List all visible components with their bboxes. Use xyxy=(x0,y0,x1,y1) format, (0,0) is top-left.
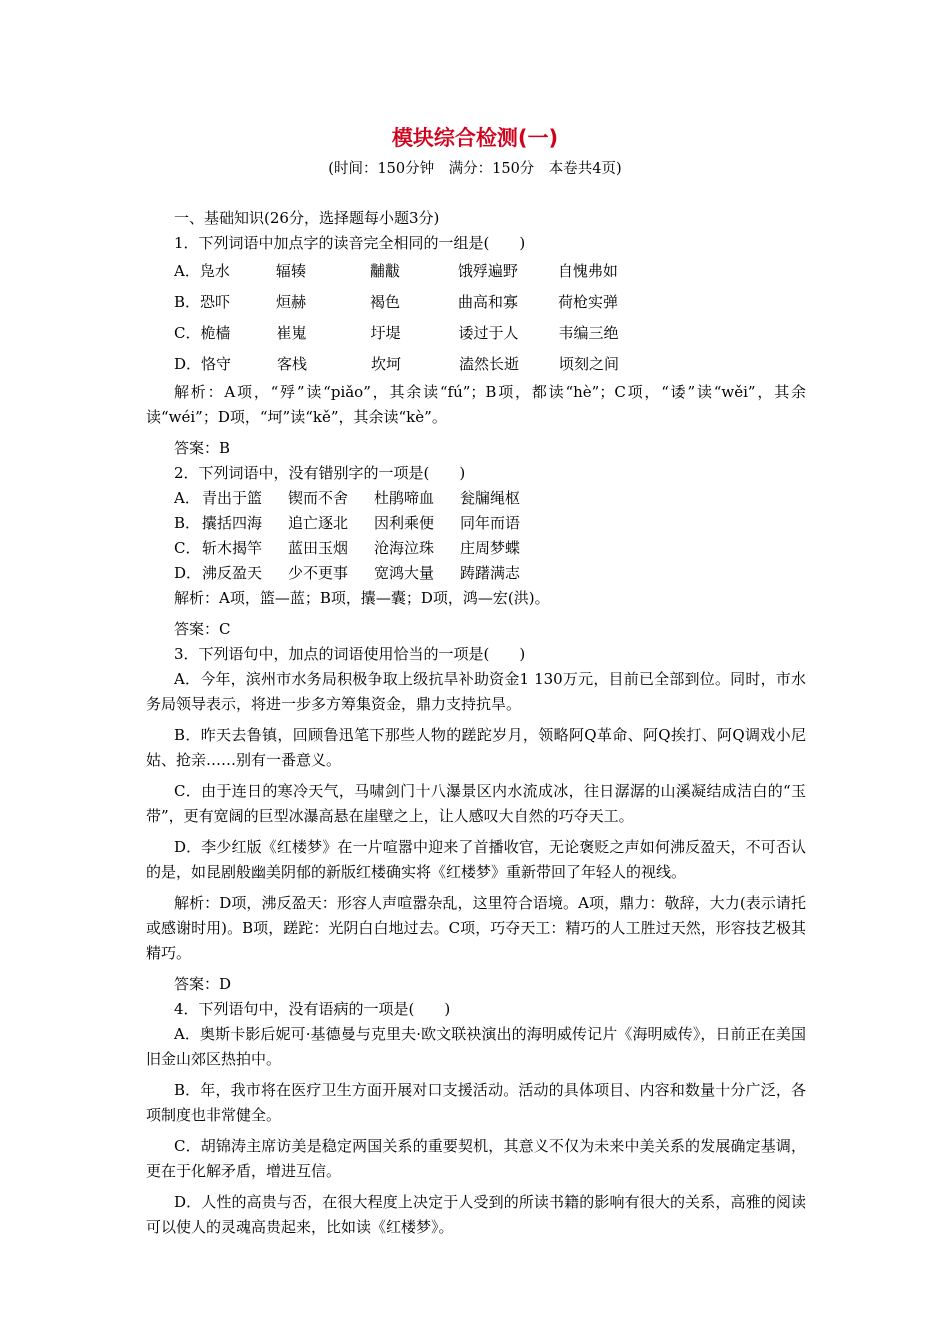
option-label: A． xyxy=(174,262,200,280)
option-word: 褐色 xyxy=(370,293,401,311)
option-word: 桅樯 xyxy=(200,324,231,342)
question-2-option-a xyxy=(146,486,806,511)
option-word: 瓮牖绳枢 xyxy=(460,489,521,507)
option-word: 坎坷 xyxy=(371,355,402,373)
question-1-options xyxy=(146,256,806,380)
question-2-option-b xyxy=(146,511,806,536)
option-label: D． xyxy=(174,564,202,582)
question-3-stem: 3．下列语句中，加点的词语使用恰当的一项是( ) xyxy=(174,645,526,663)
question-1-answer: 答案：B xyxy=(174,439,231,457)
question-3-option-d: D．李少红版《红楼梦》在一片喧嚣中迎来了首播收官，无论褒贬之声如何沸反盈天，不可否认的是，如昆剧般幽美阴郁的新版红楼确实将《红楼梦》重新带回了年轻人的视线。 xyxy=(146,838,806,881)
option-word: 沧海泣珠 xyxy=(374,539,435,557)
option-word: 少不更事 xyxy=(288,564,349,582)
option-label: B． xyxy=(174,514,201,532)
option-word: 恪守 xyxy=(201,355,232,373)
question-3-option-b: B．昨天去鲁镇，回顾鲁迅笔下那些人物的蹉跎岁月，领略阿Q革命、阿Q挨打、阿Q调戏小尼姑、抢亲……别有一番意义。 xyxy=(146,726,806,769)
question-2-options xyxy=(146,486,806,586)
question-3-answer: 答案：D xyxy=(174,975,232,993)
option-word: 锲而不舍 xyxy=(288,489,349,507)
option-word: 自愧弗如 xyxy=(557,262,618,280)
option-word: 追亡逐北 xyxy=(288,514,349,532)
question-2-answer: 答案：C xyxy=(174,620,231,638)
question-1-option-b xyxy=(146,287,806,318)
option-word: 烜赫 xyxy=(276,293,307,311)
option-word: 杜鹃啼血 xyxy=(374,489,435,507)
question-2-stem: 2．下列词语中，没有错别字的一项是( ) xyxy=(174,464,466,482)
option-label: A． xyxy=(174,489,200,507)
question-1-stem: 1．下列词语中加点字的读音完全相同的一组是( ) xyxy=(174,234,526,252)
question-1-option-a xyxy=(146,256,806,287)
question-4-option-b: B．年，我市将在医疗卫生方面开展对口支援活动。活动的具体项目、内容和数量十分广泛，各项制度也非常健全。 xyxy=(146,1081,806,1124)
option-word: 同年而语 xyxy=(460,514,521,532)
question-1-option-c xyxy=(146,318,806,349)
question-4-option-a: A．奥斯卡影后妮可·基德曼与克里夫·欧文联袂演出的海明威传记片《海明威传》，日前正在美国旧金山郊区热拍中。 xyxy=(146,1025,806,1068)
option-word: 攮括四海 xyxy=(202,514,263,532)
exam-info: (时间：150分钟 满分：150分 本卷共4页) xyxy=(328,161,622,177)
question-3-option-a: A．今年，滨州市水务局积极争取上级抗旱补助资金1 130万元，目前已全部到位。同时，市水务局领导表示，将进一步多方筹集资金，鼎力支持抗旱。 xyxy=(146,670,806,713)
option-word: 恐吓 xyxy=(200,293,231,311)
option-word: 沸反盈天 xyxy=(202,564,263,582)
question-1-analysis: 解析：A项，“殍”读“piǎo”，其余读“fú”；B项，都读“hè”；C项，“诿”读“wěi”，其余读“wéi”；D项，“坷”读“kě”，其余读“kè”。 xyxy=(146,383,806,426)
question-2-option-d xyxy=(146,561,806,586)
option-word: 庄周梦蝶 xyxy=(460,539,521,557)
page-title: 模块综合检测(一) xyxy=(391,126,559,150)
question-2-analysis: 解析：A项，篮—蓝；B项，攮—囊；D项，鸿—宏(洪)。 xyxy=(174,589,550,607)
option-word: 客栈 xyxy=(277,355,308,373)
option-word: 青出于篮 xyxy=(202,489,263,507)
question-2-option-c xyxy=(146,536,806,561)
question-3-option-c: C．由于连日的寒冷天气，马啸剑门十八瀑景区内水流成冰，往日潺潺的山溪凝结成洁白的“玉带”，更有宽阔的巨型冰瀑高悬在崖壁之上，让人感叹大自然的巧夺天工。 xyxy=(146,782,806,825)
option-label: B． xyxy=(174,293,201,311)
option-label: D． xyxy=(174,355,202,373)
option-word: 韦编三绝 xyxy=(558,324,619,342)
option-word: 荷枪实弹 xyxy=(558,293,619,311)
question-4-option-d: D．人性的高贵与否，在很大程度上决定于人受到的所读书籍的影响有很大的关系，高雅的阅读可以使人的灵魂高贵起来，比如读《红楼梦》。 xyxy=(146,1193,806,1236)
option-word: 踌躇满志 xyxy=(460,564,521,582)
question-4-stem: 4．下列语句中，没有语病的一项是( ) xyxy=(174,1000,451,1018)
option-word: 宽鸿大量 xyxy=(374,564,435,582)
option-word: 溘然长逝 xyxy=(459,355,520,373)
question-4-option-c: C．胡锦涛主席访美是稳定两国关系的重要契机，其意义不仅为未来中美关系的发展确定基调，更在于化解矛盾，增进互信。 xyxy=(146,1137,806,1180)
option-word: 圩堤 xyxy=(370,324,401,342)
option-label: C． xyxy=(174,539,201,557)
option-word: 辐辏 xyxy=(275,262,306,280)
option-word: 崔嵬 xyxy=(276,324,307,342)
option-word: 因利乘便 xyxy=(374,514,435,532)
option-word: 曲高和寡 xyxy=(458,293,519,311)
option-word: 斩木揭竿 xyxy=(202,539,263,557)
section-heading: 一、基础知识(26分，选择题每小题3分) xyxy=(174,209,440,227)
question-1-option-d xyxy=(146,349,806,380)
option-word: 诿过于人 xyxy=(458,324,519,342)
document-body xyxy=(146,206,806,1246)
option-word: 凫水 xyxy=(199,262,230,280)
option-label: C． xyxy=(174,324,201,342)
question-3-analysis: 解析：D项，沸反盈天：形容人声喧嚣杂乱，这里符合语境。A项，鼎力：敬辞，大力(表示请托或感谢时用)。B项，蹉跎：光阴白白地过去。C项，巧夺天工：精巧的人工胜过天然，形容技艺极其精巧。 xyxy=(146,894,806,962)
option-word: 顷刻之间 xyxy=(559,355,620,373)
option-word: 蓝田玉烟 xyxy=(288,539,349,557)
option-word: 饿殍遍野 xyxy=(457,262,518,280)
option-word: 黼黻 xyxy=(369,262,400,280)
